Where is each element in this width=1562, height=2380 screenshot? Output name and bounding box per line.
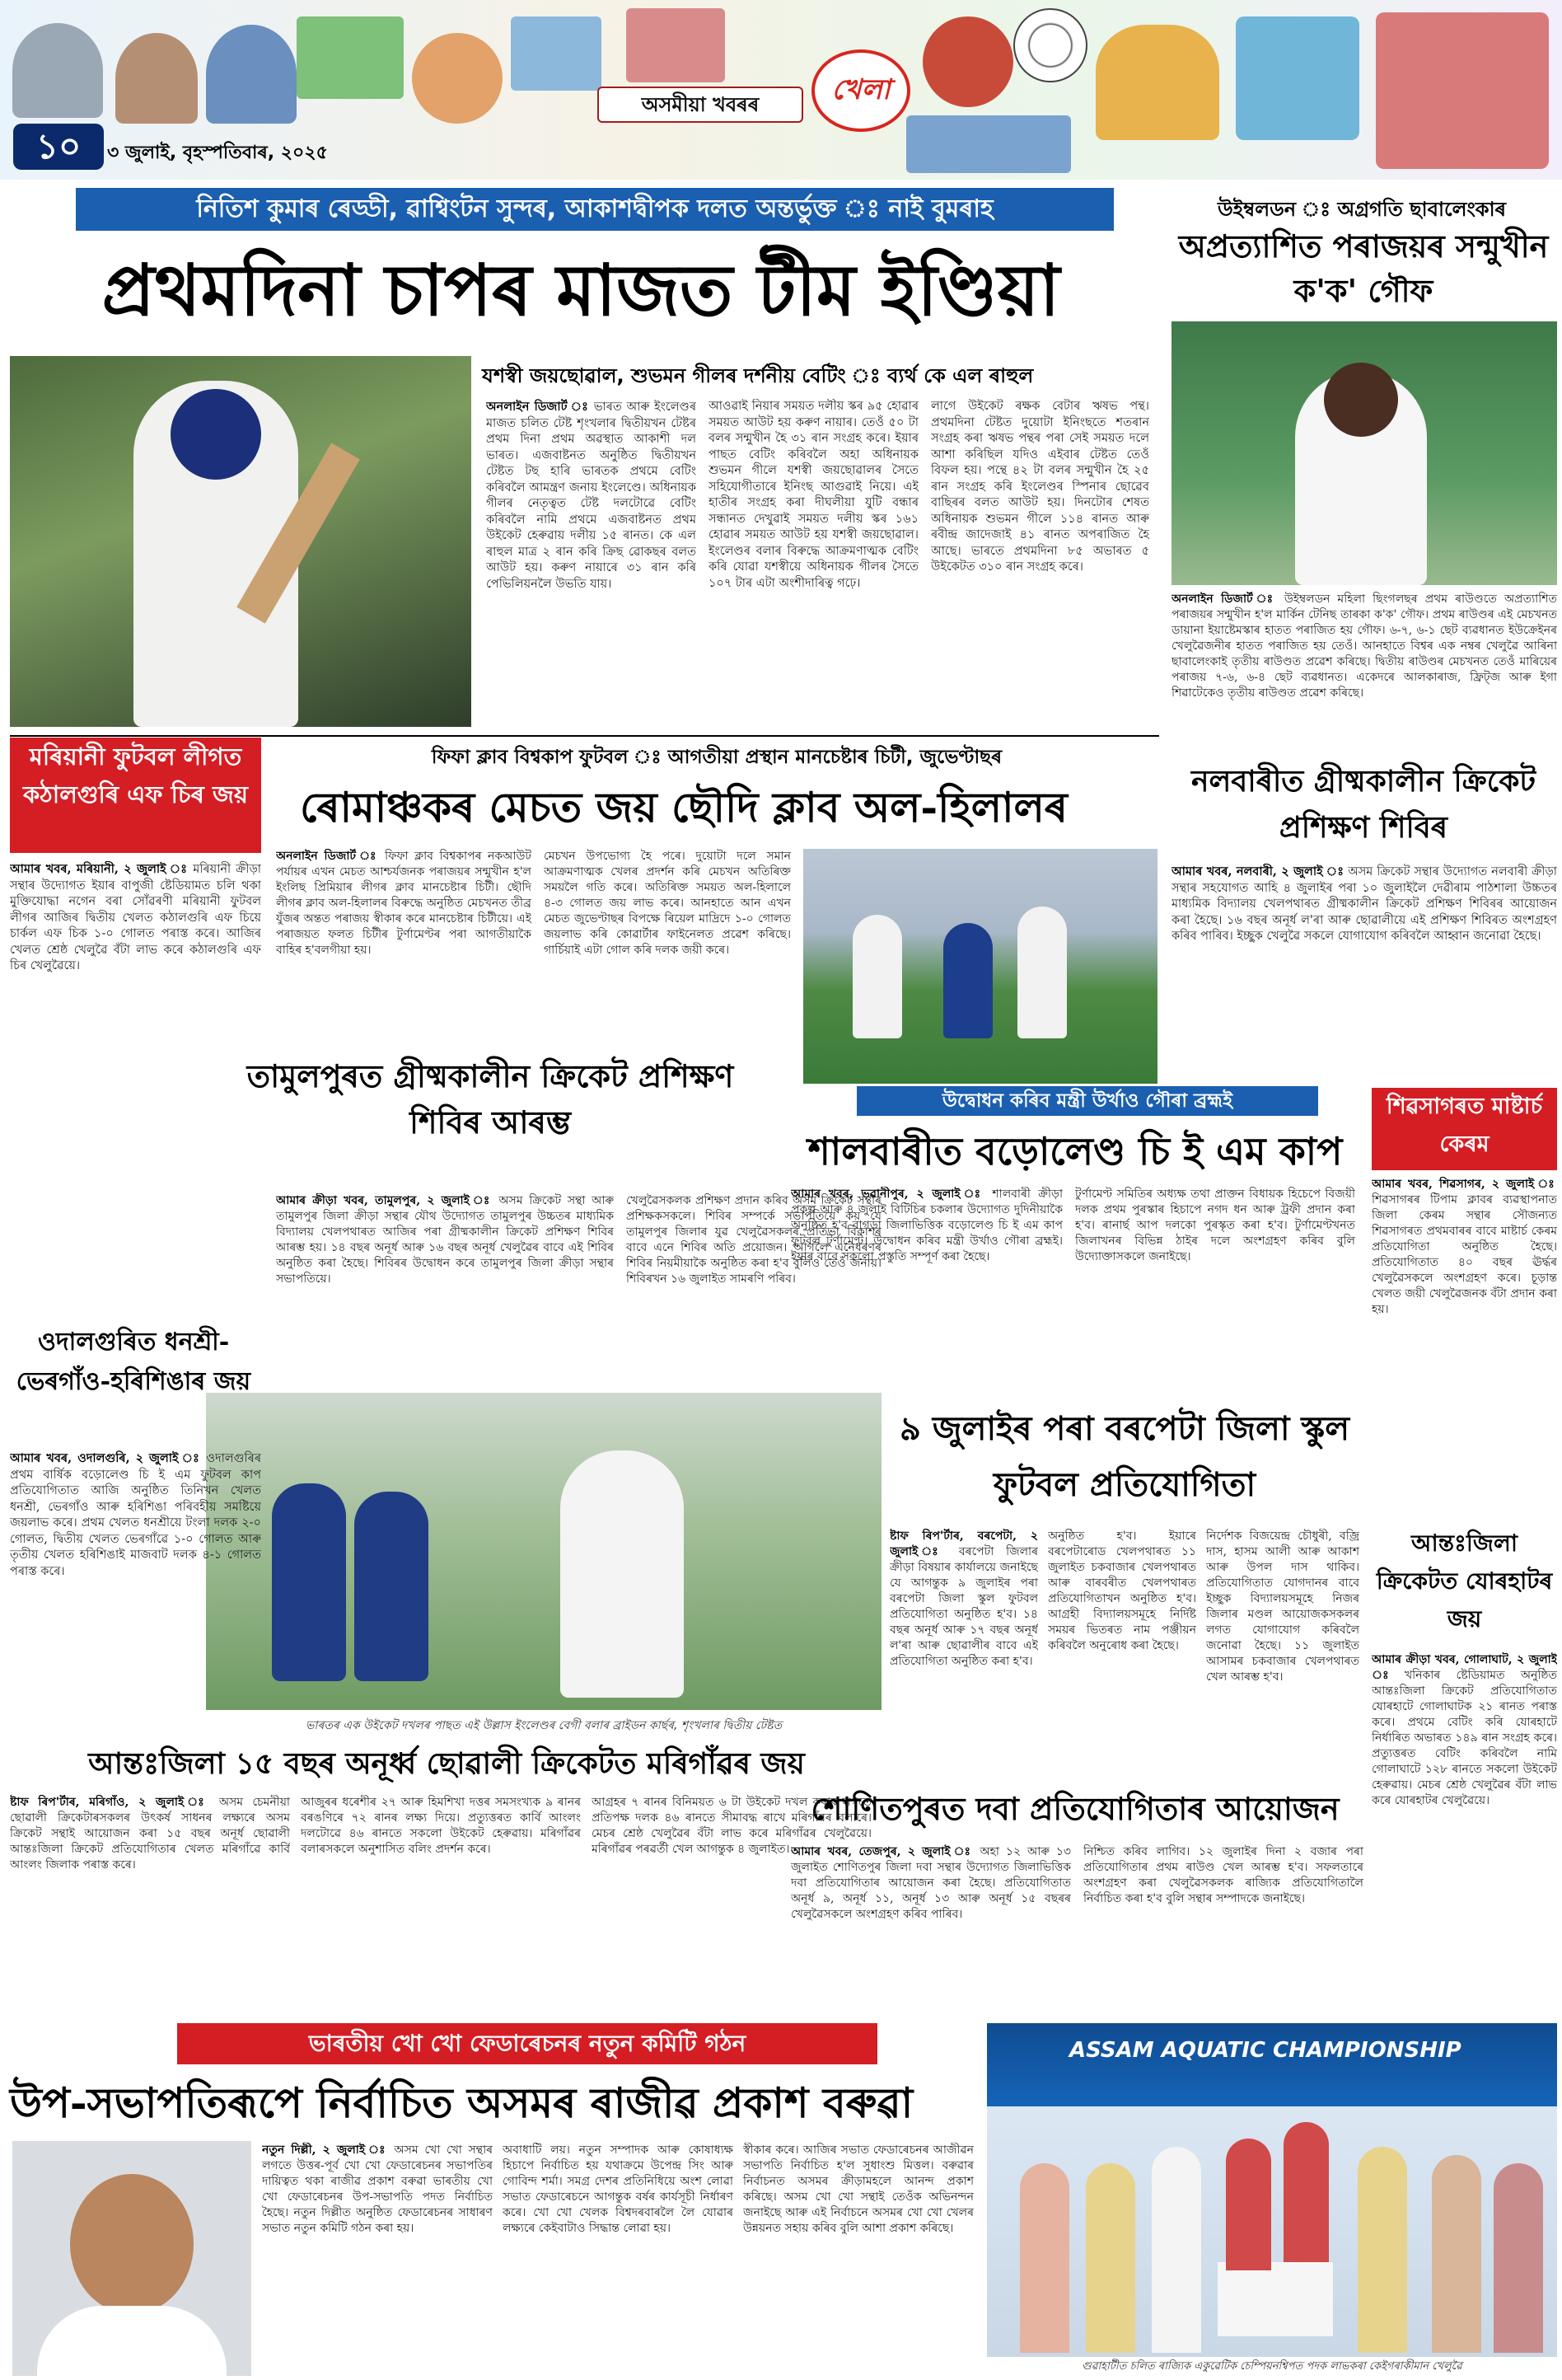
tamulpur-photo-caption: ভাৰতৰ এক উইকেট দখলৰ পাছত এই উল্লাস ইংলেণ্ডৰ বেগী বলাৰ ব্ৰাইডন কাৰ্ছৰ, শৃংখলাৰ দ্বিতীয় টেষ্টত (306, 1719, 782, 1732)
u15-body-2: আজুৰৰ ধৰেশীৰ ২৭ আৰু হিমশিখা দত্তৰ সমসংখ্যক ৯ ৰানৰ বৰঙণিৰে ৭২ ৰানৰ লক্ষ্য দিয়ে। প্ৰত্যুত্তৰত কাৰ্বি আংলং দলটোৱে ৪৬ ৰানতে সকলো উইকেট হেৰুৱায়। মৰিগাঁৱৰ বলাৰসকলে অনুশাসিত বলিং প্ৰদৰ্শন কৰে। (301, 1796, 581, 1856)
tezpur-headline: শোণিতপুৰত দবা প্ৰতিযোগিতাৰ আয়োজন (811, 1790, 1340, 1827)
aquatic-photo-banner: ASSAM AQUATIC CHAMPIONSHIP (1069, 2038, 1461, 2063)
hilal-body-1: ফিফা ক্লাব বিশ্বকাপৰ নকআউট পৰ্যায়ৰ এখন মেচত আশ্চৰ্যজনক পৰাজয়ৰ সন্মুখীন হ'ল ইংলিছ প্ৰিমিয়াৰ লীগৰ ক্লাব মানচেষ্টাৰ চিটী। ছৌদি লীগৰ ক্লাব অল-হিলালৰ বিৰুদ্ধে অনুষ্ঠিত মেচখনত তীব্ৰ যুঁজৰ অন্তত পৰাজয় স্বীকাৰ কৰে মানচেষ্টাৰ চিটীয়ে। এই পৰাজয়ত ফলত চিটীৰ টুৰ্ণামেণ্টৰ পৰা আগতীয়াকৈ বাহিৰ হ'বলগীয়া হয়। (276, 850, 531, 957)
tamulpur-column-1 (276, 1193, 614, 1391)
lead-photo (10, 356, 471, 727)
gauff-body: উইম্বলডন মহিলা ছিংগলছৰ প্ৰথম ৰাউণ্ডতে অপ্ৰত্যাশিত পৰাজয়ৰ সন্মুখীন হ'ল মাৰ্কিন টেনিছ তাৰকা ক'ক' গৌফ। প্ৰথম ৰাউণ্ডৰ এই মেচখনত ডায়ানা ইয়াষ্টেমস্কাৰ হাতত পৰাজিত হয় গৌফ। ৬-৭, ৬-১ ছেট ব্যৱধানত ইউক্ৰেইনৰ খেলুৱৈজনীৰ হাতত পৰাজিত হয় তেওঁ। আনহাতে বিশ্বৰ এক নম্বৰ খেলুৱৈ আৰিনা ছাবালেংকাই তৃতীয় ৰাউণ্ডত প্ৰৱেশ কৰিছে। দ্বিতীয় ৰাউণ্ডৰ মেচখনত তেওঁ মাৰিয়েৰ পৰাজয় ৭-৬, ৬-৪ ছেট ব্যৱধানত। একেদৰে আলকাৰাজ, ফ্ৰিট্জ আৰু ইগা শিৱাটেকেও তৃতীয় ৰাউণ্ডত প্ৰৱেশ কৰিছে। (1172, 593, 1557, 700)
hilal-dateline: অনলাইন ডিজাৰ্ট ঃ (276, 850, 379, 863)
sibsagar-dateline: আমাৰ খবৰ, শিৱসাগৰ, ২ জুলাই ঃ (1372, 1178, 1557, 1191)
u15-body-1: অসম চেমনীয়া ছোৱালী ক্ৰিকেটাৰসকলৰ উৎকৰ্ষ সাধনৰ লক্ষ্যৰে অসম ক্ৰিকেট সন্থাই আয়োজন কৰা ১৫ বছৰ অনূৰ্ধ ছোৱালী আন্তঃজিলা ক্ৰিকেট প্ৰতিযোগিতাৰ খেলত মৰিগাঁৱে কাৰ্বি আংলং জিলাক পৰাস্ত কৰে। (10, 1796, 290, 1872)
player-photo-8 (923, 16, 1013, 107)
tamulpur-headline: তামুলপুৰত গ্ৰীষ্মকালীন ক্ৰিকেট প্ৰশিক্ষণ শিবিৰ আৰম্ভ (246, 1057, 734, 1141)
issue-date: ৩ জুলাই, বৃহস্পতিবাৰ, ২০২৫ (107, 143, 328, 163)
barpeta-dateline: ষ্টাফ ৰিপ'ৰ্টাৰ, বৰপেটা, ২ জুলাই ঃ (890, 1530, 1038, 1558)
salbari-dateline: আমাৰ খবৰ, ভৱানীপুৰ, ২ জুলাই ঃ (791, 1188, 984, 1201)
divider-line (10, 735, 1159, 737)
khokho-column-3 (743, 2143, 974, 2376)
tamulpur-body-1: অসম ক্ৰিকেট সন্থা আৰু তামুলপুৰ জিলা ক্ৰীড়া সন্থাৰ যৌথ উদ্যোগত তামুলপুৰ উচ্চতৰ মাধ্যমিক বিদ্যালয় খেলপথাৰত আজিৰ পৰা গ্ৰীষ্মকালীন ক্ৰিকেট প্ৰশিক্ষণ শিবিৰ আৰম্ভ হয়। ১৪ বছৰ অনূৰ্ধ আৰু ১৬ বছৰ অনূৰ্ধ খেলুৱৈৰ বাবে এই শিবিৰ অনুষ্ঠিত কৰা হৈছে। শিবিৰৰ উদ্বোধন কৰে তামুলপুৰ জিলা ক্ৰীড়া সন্থাৰ সভাপতিয়ে। (276, 1194, 614, 1286)
hilal-column-2 (544, 849, 791, 1047)
barpeta-column-2 (1048, 1529, 1196, 1776)
football-icon (1013, 8, 1087, 82)
aquatic-photo (987, 2023, 1557, 2357)
udalguri-column (10, 1450, 261, 1731)
tezpur-column-1 (791, 1844, 1071, 2017)
lead-kicker: যশস্বী জয়ছোৱাল, শুভমন গীলৰ দৰ্শনীয় বেটিং ঃ ব্যৰ্থ কে এল ৰাহুল (482, 364, 1034, 387)
hilal-column-1 (276, 849, 531, 1047)
gauff-column (1172, 592, 1557, 748)
khokho-body-2: অবাধাটি লয়। নতুন সম্পাদক আৰু কোষাধ্যক্ষ হিচাপে নিৰ্বাচিত হয় যথাক্ৰমে উপেন্দ্ৰ সিং আৰু গোবিন্দ শৰ্মা। সমগ্ৰ দেশৰ প্ৰতিনিধিয়ে অংশ লোৱা সভাত ফেডাৰেচনে আগন্তুক বৰ্ষৰ কাৰ্যসূচী নিৰ্ধাৰণ কৰে। খো খো খেলক বিশ্বদৰবাৰলৈ লৈ যোৱাৰ লক্ষ্যৰে কেইবাটাও সিদ্ধান্ত লোৱা হয়। (503, 2143, 733, 2235)
player-photo-5 (412, 33, 503, 124)
lead-body-3: লাগে উইকেট ৰক্ষক বেটাৰ ঋষভ পন্থ। প্ৰথমদিনা টেষ্টত দুয়োটা ইনিংছতে শতৰান সংগ্ৰহ কৰা ঋষভ পন্থৰ পৰা সেই সময়ত দলে আশা কৰিছিল যদিও এইবাৰ টেষ্টত তেওঁ বিফল হয়। পন্থে ৪২ টা বলৰ সন্মুখীন হৈ ২৫ ৰান সংগ্ৰহ কৰি ইংলেণ্ডৰ স্পিনাৰ ছোৱেব বাছিৰৰ বলত আউট হয়। দিনটোৰ শেষত অধিনায়ক শুভমন গীলে ১১৪ ৰানত আৰু ৰবীন্দ্ৰ জাদেজাই ৪১ ৰানত অপৰাজিত হৈ আছে। ভাৰতে প্ৰথমদিনা ৮৫ অভাৰত ৫ উইকেটত ৩১০ ৰান সংগ্ৰহ কৰে। (931, 400, 1149, 574)
tamulpur-body-2: খেলুৱৈসকলক প্ৰশিক্ষণ প্ৰদান কৰিব অসম ক্ৰিকেট সন্থাৰ প্ৰশিক্ষকসকলে। শিবিৰ সম্পৰ্কে সভাপতিয়ে কয় যে তামুলপুৰ জিলাৰ যুৱ খেলুৱৈসকলৰ প্ৰতিভা বিকাশৰ বাবে এনে শিবিৰ অতি প্ৰয়োজন। আগলৈ এনেধৰণৰ শিবিৰ নিয়মীয়াকৈ অনুষ্ঠিত কৰা হ'ব বুলিও তেওঁ জনায়। শিবিৰখন ১৬ জুলাইত সামৰণি পৰিব। (626, 1194, 882, 1286)
lead-banner: নিতিশ কুমাৰ ৰেড্ডী, ৱাশ্বিংটন সুন্দৰ, আকাশদ্বীপক দলত অন্তৰ্ভুক্ত ঃ নাই বুমৰাহ (76, 188, 1114, 231)
jorhat-body: খনিকাৰ ষ্টেডিয়ামত অনুষ্ঠিত আন্তঃজিলা ক্ৰিকেট প্ৰতিযোগিতাত যোৰহাটে গোলাঘাটক ২১ ৰানত পৰাস্ত কৰে। প্ৰথমে বেটিং কৰি যোৰহাটে নিৰ্ধাৰিত অভাৰত ১৪৯ ৰান সংগ্ৰহ কৰে। প্ৰত্যুত্তৰত বেটিং কৰিবলৈ নামি গোলাঘাটে ১২৮ ৰানতে সকলো উইকেট হেৰুৱায়। মেচৰ শ্ৰেষ্ঠ খেলুৱৈৰ বঁটা লাভ কৰে যোৰহাটৰ খেলুৱৈয়ে। (1372, 1669, 1557, 1807)
lead-column-1 (486, 399, 696, 729)
barpeta-headline: ৯ জুলাইৰ পৰা বৰপেটা জিলা স্কুল ফুটবল প্ৰতিযোগিতা (899, 1409, 1350, 1504)
page-number: ১০ (13, 124, 104, 170)
gauff-photo (1172, 321, 1557, 585)
sibsagar-title: শিৱসাগৰত মাষ্টাৰ্চ কেৰম (1372, 1088, 1557, 1170)
udalguri-dateline: আমাৰ খবৰ, ওদালগুৰি, ২ জুলাই ঃ (10, 1451, 201, 1465)
tezpur-body-2: নিশ্চিত কৰিব লাগিব। ১২ জুলাইৰ দিনা ২ বজাৰ পৰা প্ৰতিযোগিতাৰ প্ৰথম ৰাউণ্ড খেল আৰম্ভ হ'ব। সফলতাৰে অংশগ্ৰহণ কৰা খেলুৱৈসকলক ৰাজ্যিক প্ৰতিযোগিতালৈ নিৰ্বাচিত কৰা হ'ব বুলি সন্থাৰ সম্পাদকে জনাইছে। (1083, 1845, 1363, 1905)
section-logo: খেলা (811, 49, 910, 132)
aquatic-photo-caption: গুৱাহাটীত চলিত ৰাজ্যিক একুৱেটিক চেম্পিয়নশ্বিপত পদক লাভকৰা কেইগৰাকীমান খেলুৱৈ (1082, 2360, 1462, 2373)
salbari-body-1: শালবাৰী ক্ৰীড়া প্ৰকল্প আৰু ৪ জুলাই বিটিচিৰ চকলাৰ উদ্যোগত দুদিনীয়াকৈ অনুষ্ঠিত হ'ব বাগড়া জিলাভিত্তিক বড়োলেণ্ড চি ই এম কাপ ফুটবল টুৰ্ণামেণ্ট। উদ্বোধন কৰিব মন্ত্ৰী উৰ্খাও গৌৰা ব্ৰহ্মই। ইয়াৰ বাবে সকলো প্ৰস্তুতি সম্পূৰ্ণ কৰা হৈছে। (791, 1188, 1063, 1263)
u15-headline: আন্তঃজিলা ১৫ বছৰ অনূৰ্ধ্ব ছোৱালী ক্ৰিকেটত মৰিগাঁৱৰ জয় (88, 1746, 805, 1781)
player-photo-1 (12, 23, 103, 118)
player-photo-2 (115, 33, 198, 124)
lead-column-3 (931, 399, 1149, 729)
hilal-headline: ৰোমাঞ্চকৰ মেচত জয় ছৌদি ক্লাব অল-হিলালৰ (300, 783, 1068, 832)
khokho-banner: ভাৰতীয় খো খো ফেডাৰেচনৰ নতুন কমিটি গঠন (177, 2023, 877, 2064)
nalbari-dateline: আমাৰ খবৰ, নলবাৰী, ২ জুলাই ঃ (1172, 864, 1345, 878)
salbari-column-1 (791, 1187, 1063, 1393)
salbari-body-2: টুৰ্ণামেণ্ট সমিতিৰ অধ্যক্ষ তথা প্ৰাক্তন বিধায়ক হিচেপে বিজয়ী দলক প্ৰথম পুৰস্কাৰ হিচাপে নগদ ধন আৰু ট্ৰফী প্ৰদান কৰা হ'ব। ৰানাৰ্ছ আপ দলকো পুৰস্কৃত কৰা হ'ব। টুৰ্ণামেণ্টখনত জিলাখনৰ বিভিন্ন ঠাইৰ দলে অংশগ্ৰহণ কৰিব বুলি উদ্যোক্তাসকলে জনাইছে। (1075, 1188, 1355, 1263)
player-photo-7 (626, 8, 725, 82)
barpeta-column-1 (890, 1529, 1038, 1776)
tezpur-column-2 (1083, 1844, 1363, 2017)
player-photo-11 (1376, 12, 1549, 169)
player-photo-4 (297, 16, 404, 99)
khokho-body-3: স্বীকাৰ কৰে। আজিৰ সভাত ফেডাৰেচনৰ আজীৱন সভাপতি নিৰ্বাচিত হ'ল সুধাংশু মিত্তল। বৰুৱাৰ নিৰ্বাচনত অসমৰ ক্ৰীড়ামহলে আনন্দ প্ৰকাশ কৰিছে। অসম খো খো সন্থাই তেওঁক অভিনন্দন জনাইছে আৰু এই নিৰ্বাচনে অসমৰ খো খো খেলৰ উন্নয়নত সহায় কৰিব বুলি আশা প্ৰকাশ কৰিছে। (743, 2143, 974, 2235)
jorhat-headline: আন্তঃজিলা ক্ৰিকেটত যোৰহাটৰ জয় (1376, 1530, 1553, 1633)
hilal-body-2: মেচখন উপভোগ্য হৈ পৰে। দুয়োটা দলে সমান আক্ৰমণাত্মক খেলৰ প্ৰদৰ্শন কৰি মেচখন অতিৰিক্ত সময়লৈ গতি কৰে। অতিৰিক্ত সময়ত অল-হিলালে ৪-৩ গোলত জয় লাভ কৰে। আনহাতে আন এখন মেচত জুভেণ্টাছৰ বিপক্ষে ৰিয়েল মাদ্ৰিদে ১-০ গোলত জয়লাভ কৰি কোৱাৰ্টাৰ ফাইনেলত প্ৰৱেশ কৰিছে। গাৰ্চিয়াই এটা গোল কৰি দলক জয়ী কৰে। (544, 850, 791, 957)
jorhat-column (1372, 1652, 1557, 1928)
khokho-body-1: অসম খো খো সন্থাৰ লগতে উত্তৰ-পূৰ্ব খো খো ফেডাৰেচনৰ সভাপতিৰ দায়িত্বত থকা ৰাজীৱ প্ৰকাশ বৰুৱা ভাৰতীয় খো খো ফেডাৰেচনৰ উপ-সভাপতি পদত নিৰ্বাচিত হৈছে। নতুন দিল্লীত অনুষ্ঠিত ফেডাৰেচনৰ সাধাৰণ সভাত নতুন কমিটি গঠন কৰা হয়। (262, 2143, 493, 2235)
gauff-kicker: উইম্বলডন ঃ অগ্ৰগতি ছাবালেংকাৰ (1217, 198, 1507, 221)
barpeta-body-1: বৰপেটা জিলাৰ ক্ৰীড়া বিষয়াৰ কাৰ্যালয়ে জনাইছে যে আগন্তুক ৯ জুলাইৰ পৰা বৰপেটা জিলা স্কুল ফুটবল প্ৰতিযোগিতা অনুষ্ঠিত হ'ব। ১৪ বছৰ অনূৰ্ধ আৰু ১৭ বছৰ অনূৰ্ধ ল'ৰা আৰু ছোৱালীৰ বাবে এই প্ৰতিযোগিতা অনুষ্ঠিত কৰা হ'ব। (890, 1545, 1038, 1668)
marigaon-football-title: মৰিয়ানী ফুটবল লীগত কঠালগুৰি এফ চিৰ জয় (10, 738, 261, 853)
nalbari-body: অসম ক্ৰিকেট সন্থাৰ উদ্যোগত নলবাৰী ক্ৰীড়া সন্থাৰ সহযোগত আহি ৪ জুলাইৰ পৰা ১০ জুলাইলৈ দেৱীৰাম পাঠশালা উচ্চতৰ মাধ্যমিক বিদ্যালয় খেলপথাৰত গ্ৰীষ্মকালীন ক্ৰিকেট প্ৰশিক্ষণ শিবিৰৰ আয়োজন কৰা হৈছে। ১৬ বছৰ অনূৰ্ধ ল'ৰা আৰু ছোৱালীয়ে এই প্ৰশিক্ষণ শিবিৰত অংশগ্ৰহণ কৰিব পাৰিব। ইচ্ছুক খেলুৱৈ সকলে যোগাযোগ কৰিবলৈ আহ্বান জনোৱা হৈছে। (1172, 865, 1557, 943)
lead-dateline: অনলাইন ডিজাৰ্ট ঃ (486, 400, 589, 414)
barpeta-column-3 (1206, 1529, 1359, 1776)
salbari-headline: শালবাৰীত বড়োলেণ্ড চি ই এম কাপ (807, 1129, 1343, 1174)
lead-body-2: আওৱাই নিয়াৰ সময়ত দলীয় স্কৰ ৯৫ হোৱাৰ সময়ত আউট হয় কৰুণ নায়াৰ। তেওঁ ৫০ টা বলৰ সন্মুখীন হৈ ৩১ ৰান সংগ্ৰহ কৰে। ইয়াৰ পাছত বেটিং কৰিবলৈ অহা অধিনায়ক শুভমন গীলে যশস্বী জয়ছোৱালৰ সৈতে সহিযোগীতাৰে ইনিংছ আগুৱাই নিয়ে। এই হাতীৰ সংগ্ৰহ কৰা দীঘলীয়া যুটি বন্ধাৰ সন্ধানত দেখুৱাই সময়ত দলীয় স্কৰ ১৬১ হোৱাৰ সময়ত আউট হয় যশস্বী জয়ছোৱাল। ইংলেণ্ডৰ বলাৰ বিৰুদ্ধে আক্ৰমণাত্মক বেটিং কৰি যোৱা যশস্বীয়ে অধিনায়ক গীলৰ সৈতে ১০৭ টাৰ এটা অংশীদাৰিত্ব গঢ়ে। (709, 400, 919, 590)
u15-body-3: আগ্ৰহৰ ৭ ৰানৰ বিনিময়ত ৬ টা উইকেট দখল কৰাৰ লগতে প্ৰতিপক্ষ দলক ৪৬ ৰানতে সীমাবদ্ধ ৰাখে মৰিগাঁৱৰ বলাৰে। মেচৰ শ্ৰেষ্ঠ খেলুৱৈৰ বঁটা লাভ কৰে মৰিগাঁৱৰ খেলুৱৈয়ে। মৰিগাঁৱৰ পৰৱৰ্তী খেল আগন্তুক ৪ জুলাইত। (592, 1796, 872, 1856)
player-photo-6 (511, 16, 601, 91)
khokho-dateline: নতুন দিল্লী, ২ জুলাই ঃ (262, 2143, 388, 2157)
u15-column-2 (301, 1795, 581, 2013)
sibsagar-body: শিৱসাগৰৰ টিপাম ক্লাবৰ ব্যৱস্থাপনাত জিলা কেৰম সন্থাৰ সৌজন্যত শিৱসাগৰত প্ৰথমবাৰৰ বাবে মাষ্টাৰ্চ কেৰম প্ৰতিযোগিতা অনুষ্ঠিত হৈছে। প্ৰতিযোগিতাত ৪০ বছৰ ঊৰ্দ্ধৰ খেলুৱৈসকলে অংশগ্ৰহণ কৰে। চূড়ান্ত খেলত জয়ী খেলুৱৈজনক বঁটা প্ৰদান কৰা হয়। (1372, 1193, 1557, 1316)
player-photo-10 (1236, 16, 1359, 140)
gauff-dateline: অনলাইন ডিজাৰ্ট ঃ (1172, 593, 1277, 606)
barpeta-body-2: অনুষ্ঠিত হ'ব। ইয়াৰে বৰপেটাৰোড খেলপথাৰত ১১ জুলাইত চকবাজাৰ খেলপথাৰত আৰু বাৰবৰীত খেলপথাৰত প্ৰতিযোগিতাখন অনুষ্ঠিত হ'ব। আগ্ৰহী বিদ্যালয়সমূহে নিৰ্দিষ্ট সময়ৰ ভিতৰত নাম পঞ্জীয়ন কৰিবলৈ অনুৰোধ কৰা হৈছে। (1048, 1530, 1196, 1652)
sibsagar-column (1372, 1177, 1557, 1515)
lead-headline: প্ৰথমদিনা চাপৰ মাজত টীম ইণ্ডিয়া (101, 249, 1060, 332)
marigaon-football-dateline: আমাৰ খবৰ, মৰিয়ানী, ২ জুলাই ঃ (10, 862, 189, 876)
lead-column-2 (709, 399, 919, 729)
brand-name: অসমীয়া খবৰৰ (597, 87, 803, 123)
player-photo-3 (206, 25, 297, 124)
tamulpur-dateline: আমাৰ ক্ৰীড়া খবৰ, তামুলপুৰ, ২ জুলাই ঃ (276, 1194, 493, 1207)
nalbari-column (1172, 864, 1557, 1086)
khokho-portrait (12, 2141, 251, 2376)
u15-dateline: ষ্টাফ ৰিপ'ৰ্টাৰ, মৰিগাঁও, ২ জুলাই ঃ (10, 1796, 210, 1809)
salbari-kicker: উদ্বোধন কৰিব মন্ত্ৰী উৰ্খাও গৌৰা ব্ৰহ্মই (857, 1086, 1318, 1116)
lead-body-1: ভাৰত আৰু ইংলেণ্ডৰ মাজত চলিত টেষ্ট শৃংখলাৰ দ্বিতীয়খন টেষ্টৰ প্ৰথম দিনা প্ৰথম অৱস্থাত আকাশী দল ভাৰত। এজবাষ্টনত অনুষ্ঠিত দ্বিতীয়খন টেষ্টত টছ হাৰি ভাৰতক প্ৰথমে বেটিং কৰিবলৈ আমন্ত্ৰণ জনায় ইংলেণ্ডে। অধিনায়ক গীলৰ নেতৃত্বত টেষ্ট দলটোৱে বেটিং কৰিবলৈ নামি প্ৰথমে এজবাষ্টনত প্ৰথম উইকেট হেৰুৱায় দলীয় ১৫ ৰানত। কে এল ৰাহুল মাত্ৰ ২ ৰান কৰি ক্ৰিছ ৱোকছৰ বলত আউট হয়। কৰুণ নায়াৰে ৩১ ৰান কৰি পেভিলিয়নলৈ উভতি যায়। (486, 401, 696, 591)
player-photo-12 (906, 115, 1071, 173)
marigaon-football-body: মৰিয়ানী ক্ৰীড়া সন্থাৰ উদ্যোগত ইয়াৰ বাপুজী ষ্টেডিয়ামত চলি থকা মুক্তিযোদ্ধা নগেন বৰা সোঁৱৰণী মৰিয়ানী ফুটবল লীগৰ আজিৰ দ্বিতীয় খেলত কঠালগুৰি এফ চিয়ে চাৰ্কল এফ চিক ১-০ গোলত পৰাস্ত কৰে। আজিৰ খেলত শ্ৰেষ্ঠ খেলুৱৈ বঁটা লাভ কৰে কঠালগুৰি এফ চিৰ খেলুৱৈয়ে। (10, 863, 261, 972)
salbari-column-2 (1075, 1187, 1355, 1393)
tezpur-body-1: অহা ১২ আৰু ১৩ জুলাইত শোণিতপুৰ জিলা দবা সন্থাৰ উদ্যোগত জিলাভিত্তিক দবা প্ৰতিযোগিতাৰ আয়োজন কৰা হৈছে। প্ৰতিযোগিতাত অনূৰ্ধ ৯, অনূৰ্ধ ১১, অনূৰ্ধ ১৩ আৰু অনূৰ্ধ ১৫ বছৰৰ খেলুৱৈসকলে অংশগ্ৰহণ কৰিব পাৰিব। (791, 1845, 1071, 1921)
hilal-kicker: ফিফা ক্লাব বিশ্বকাপ ফুটবল ঃ আগতীয়া প্ৰস্থান মানচেষ্টাৰ চিটী, জুভেণ্টাছৰ (431, 747, 1003, 768)
udalguri-headline: ওদালগুৰিত ধনশ্ৰী-ভেৰগাঁও-হৰিশিঙাৰ জয় (16, 1328, 251, 1396)
khokho-headline: উপ-সভাপতিৰূপে নিৰ্বাচিত অসমৰ ৰাজীৱ প্ৰকাশ বৰুৱা (10, 2078, 914, 2127)
tamulpur-photo (206, 1393, 882, 1710)
udalguri-body: ওদালগুৰিৰ প্ৰথম বাৰ্ষিক বড়োলেণ্ড চি ই এম ফুটবল কাপ প্ৰতিযোগিতাত আজি অনুষ্ঠিত তিনিখন খেলত ধনশ্ৰী, ভেৰগাঁও আৰু হৰিশিঙা পৰিবহীয় সমষ্টিয়ে জয়লাভ কৰে। প্ৰথম খেলত ধনশ্ৰীয়ে টংলা দলক ২-০ গোলত, দ্বিতীয় খেলত ভেৰগাঁৱে ১-০ গোলত আৰু তৃতীয় খেলত হৰিশিঙাই মাজবাট দলক ৪-১ গোলত পৰাস্ত কৰে। (10, 1452, 261, 1578)
jorhat-dateline: আমাৰ ক্ৰীড়া খবৰ, গোলাঘাট, ২ জুলাই ঃ (1372, 1653, 1557, 1682)
khokho-column-1 (262, 2143, 493, 2376)
barpeta-body-3: নিৰ্দেশক বিজয়েন্দ্ৰ চৌধুৰী, বজ্ৰি দাস, হাসম আলী আৰু আকাশ আৰু উপল দাস থাকিব। প্ৰতিযোগিতাত যোগদানৰ বাবে ইচ্ছুক বিদ্যালয়সমূহে নিজৰ জিলাৰ মণ্ডল আয়োজকসকলৰ লগত যোগাযোগ কৰিবলৈ জনোৱা হৈছে। ১১ জুলাইত আসামৰ চকবাজাৰ খেলপথাৰত খেল আৰম্ভ হ'ব। (1206, 1530, 1359, 1684)
hilal-photo (803, 849, 1157, 1084)
khokho-column-2 (503, 2143, 733, 2376)
nalbari-headline: নলবাৰীত গ্ৰীষ্মকালীন ক্ৰিকেট প্ৰশিক্ষণ শিবিৰ (1190, 764, 1536, 845)
u15-column-1 (10, 1795, 290, 2013)
tezpur-dateline: আমাৰ খবৰ, তেজপুৰ, ২ জুলাই ঃ (791, 1845, 974, 1858)
gauff-headline: অপ্ৰত্যাশিত পৰাজয়ৰ সন্মুখীন ক'ক' গৌফ (1178, 227, 1549, 309)
player-photo-9 (1096, 25, 1219, 140)
